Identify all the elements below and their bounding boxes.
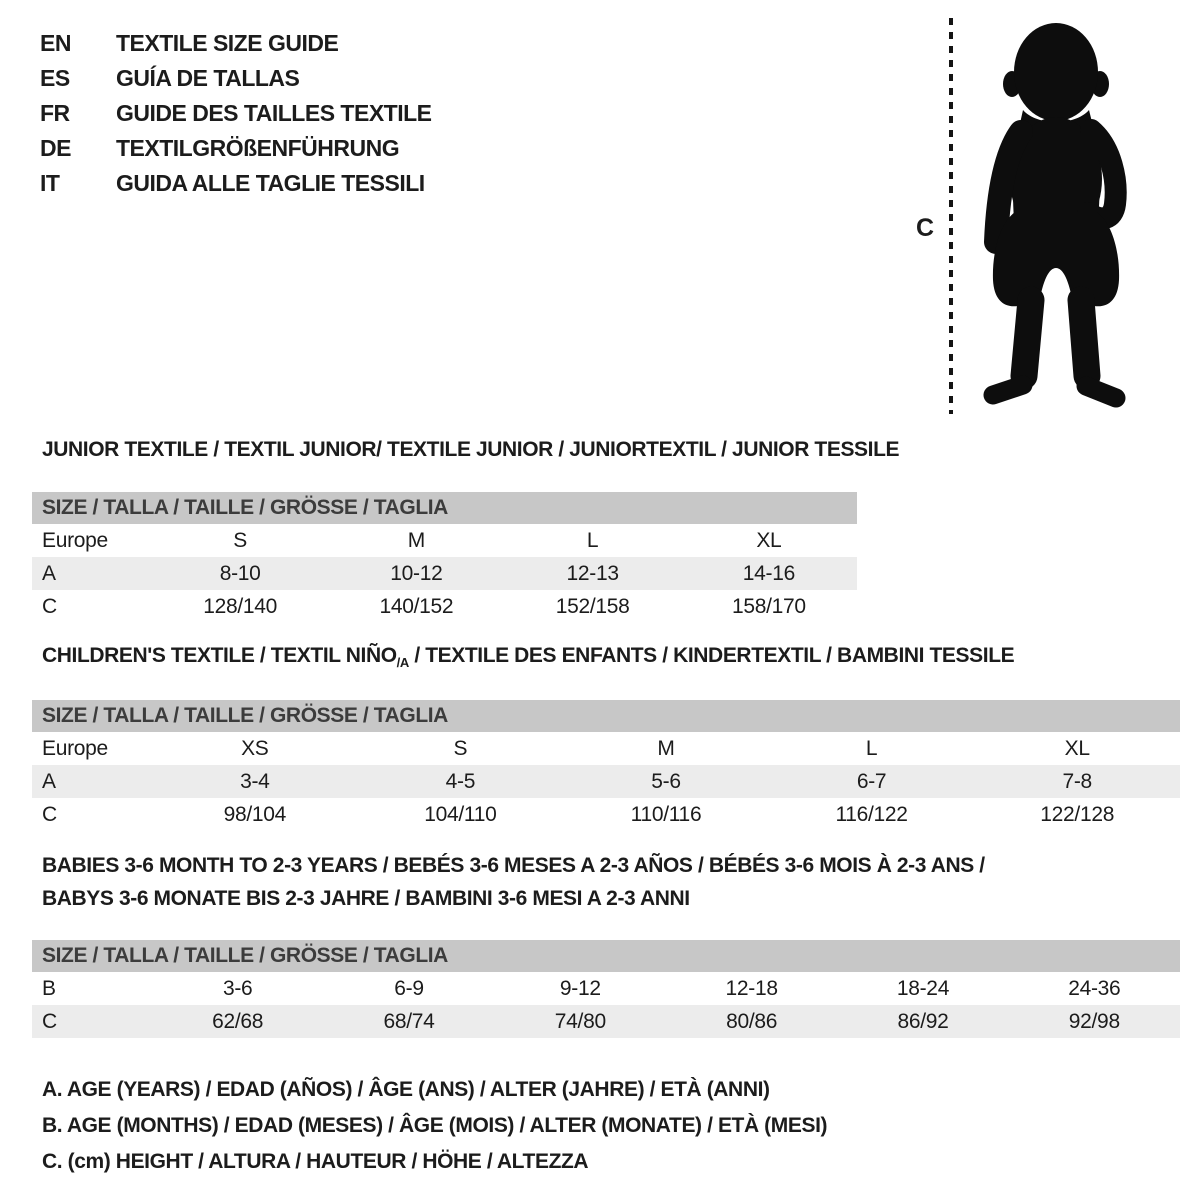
size-cell: M bbox=[657, 736, 675, 760]
age-cell: 6-9 bbox=[394, 976, 424, 1000]
age-cell: 4-5 bbox=[445, 769, 476, 793]
age-cell: 8-10 bbox=[219, 561, 261, 585]
height-cell: 74/80 bbox=[554, 1009, 606, 1033]
height-measure-label: C bbox=[916, 214, 935, 242]
row-label: A bbox=[42, 769, 56, 793]
size-cell: XL bbox=[1064, 736, 1090, 760]
language-title: GUÍA DE TALLAS bbox=[116, 65, 300, 91]
junior-table-size-header bbox=[32, 492, 857, 524]
height-cell: 110/116 bbox=[630, 802, 702, 826]
legend-line-b: B. AGE (MONTHS) / EDAD (MESES) / ÂGE (MOIS) / ALTER (MONATE) / ETÀ (MESI) bbox=[42, 1114, 828, 1137]
age-cell: 9-12 bbox=[559, 976, 601, 1000]
age-cell: 14-16 bbox=[742, 561, 795, 585]
height-cell: 158/170 bbox=[731, 594, 806, 618]
age-cell: 5-6 bbox=[651, 769, 681, 793]
language-row-es bbox=[40, 65, 299, 92]
height-cell: 104/110 bbox=[424, 802, 497, 826]
children-title-post: / TEXTILE DES ENFANTS / KINDERTEXTIL / BAMBINI TESSILE bbox=[408, 644, 1015, 667]
age-cell: 24-36 bbox=[1068, 976, 1121, 1000]
children-section-title bbox=[42, 644, 1014, 670]
size-cell: XS bbox=[241, 736, 269, 760]
children-table-size-header bbox=[32, 700, 1180, 732]
height-cell: 152/158 bbox=[555, 594, 630, 618]
junior-row-age-years bbox=[32, 557, 857, 590]
language-title: TEXTILGRÖßENFÜHRUNG bbox=[116, 135, 400, 161]
babies-size-table bbox=[32, 940, 1180, 1038]
age-cell: 3-4 bbox=[240, 769, 270, 793]
toddler-silhouette-icon bbox=[963, 14, 1139, 414]
language-row-de bbox=[40, 135, 399, 162]
height-cell: 92/98 bbox=[1068, 1009, 1120, 1033]
language-row-en bbox=[40, 30, 338, 57]
size-cell: M bbox=[407, 528, 425, 552]
row-label: C bbox=[42, 1009, 57, 1033]
height-measure-dashed-line bbox=[949, 18, 953, 414]
language-row-it bbox=[40, 170, 425, 197]
language-code: IT bbox=[40, 170, 60, 196]
legend-line-a: A. AGE (YEARS) / EDAD (AÑOS) / ÂGE (ANS) / ALTER (JAHRE) / ETÀ (ANNI) bbox=[42, 1078, 770, 1101]
junior-size-table bbox=[32, 492, 857, 623]
height-cell: 128/140 bbox=[203, 594, 278, 618]
size-cell: L bbox=[586, 528, 599, 552]
language-title: GUIDE DES TAILLES TEXTILE bbox=[116, 100, 432, 126]
row-label: B bbox=[42, 976, 56, 1000]
legend-line-c: C. (cm) HEIGHT / ALTURA / HAUTEUR / HÖHE / ALTEZZA bbox=[42, 1150, 589, 1173]
children-row-europe bbox=[32, 732, 1180, 765]
height-cell: 62/68 bbox=[212, 1009, 264, 1033]
size-header-text: SIZE / TALLA / TAILLE / GRÖSSE / TAGLIA bbox=[42, 704, 448, 727]
age-cell: 12-13 bbox=[566, 561, 619, 585]
size-cell: XL bbox=[756, 528, 782, 552]
language-title: GUIDA ALLE TAGLIE TESSILI bbox=[116, 170, 425, 196]
age-cell: 6-7 bbox=[856, 769, 887, 793]
age-cell: 3-6 bbox=[222, 976, 253, 1000]
babies-table-size-header bbox=[32, 940, 1180, 972]
size-cell: S bbox=[233, 528, 247, 552]
babies-row-height-cm bbox=[32, 1005, 1180, 1038]
height-cell: 86/92 bbox=[897, 1009, 949, 1033]
size-header-text: SIZE / TALLA / TAILLE / GRÖSSE / TAGLIA bbox=[42, 944, 448, 967]
height-cell: 80/86 bbox=[726, 1009, 778, 1033]
children-row-height-cm bbox=[32, 798, 1180, 831]
language-title: TEXTILE SIZE GUIDE bbox=[116, 30, 339, 56]
height-cell: 140/152 bbox=[379, 594, 454, 618]
babies-section-title-line2: BABYS 3-6 MONATE BIS 2-3 JAHRE / BAMBINI 3-6 MESI A 2-3 ANNI bbox=[42, 887, 690, 910]
babies-section-title-line1: BABIES 3-6 MONTH TO 2-3 YEARS / BEBÉS 3-6 MESES A 2-3 AÑOS / BÉBÉS 3-6 MOIS À 2-3 ANS / bbox=[42, 854, 985, 877]
size-cell: S bbox=[453, 736, 468, 760]
junior-section-title: JUNIOR TEXTILE / TEXTIL JUNIOR/ TEXTILE JUNIOR / JUNIORTEXTIL / JUNIOR TESSILE bbox=[42, 438, 900, 461]
age-cell: 12-18 bbox=[725, 976, 778, 1000]
height-cell: 122/128 bbox=[1040, 802, 1115, 826]
age-cell: 7-8 bbox=[1062, 769, 1092, 793]
children-row-age-years bbox=[32, 765, 1180, 798]
language-code: FR bbox=[40, 100, 70, 126]
age-cell: 18-24 bbox=[896, 976, 950, 1000]
language-code: DE bbox=[40, 135, 71, 161]
children-size-table bbox=[32, 700, 1180, 831]
age-cell: 10-12 bbox=[390, 561, 443, 585]
children-title-pre: CHILDREN'S TEXTILE / TEXTIL NIÑO bbox=[42, 644, 397, 667]
children-title-subscript: /A bbox=[396, 655, 409, 671]
height-cell: 116/122 bbox=[835, 802, 908, 826]
junior-row-europe bbox=[32, 524, 857, 557]
height-cell: 98/104 bbox=[223, 802, 287, 826]
language-code: EN bbox=[40, 30, 71, 56]
language-row-fr bbox=[40, 100, 432, 127]
language-code: ES bbox=[40, 65, 70, 91]
size-header-text: SIZE / TALLA / TAILLE / GRÖSSE / TAGLIA bbox=[42, 496, 448, 519]
row-label: Europe bbox=[42, 528, 108, 552]
height-cell: 68/74 bbox=[383, 1009, 435, 1033]
babies-row-age-months bbox=[32, 972, 1180, 1005]
row-label: Europe bbox=[42, 736, 108, 760]
row-label: C bbox=[42, 594, 57, 618]
row-label: C bbox=[42, 802, 57, 826]
row-label: A bbox=[42, 561, 56, 585]
size-cell: L bbox=[865, 736, 878, 760]
junior-row-height-cm bbox=[32, 590, 857, 623]
